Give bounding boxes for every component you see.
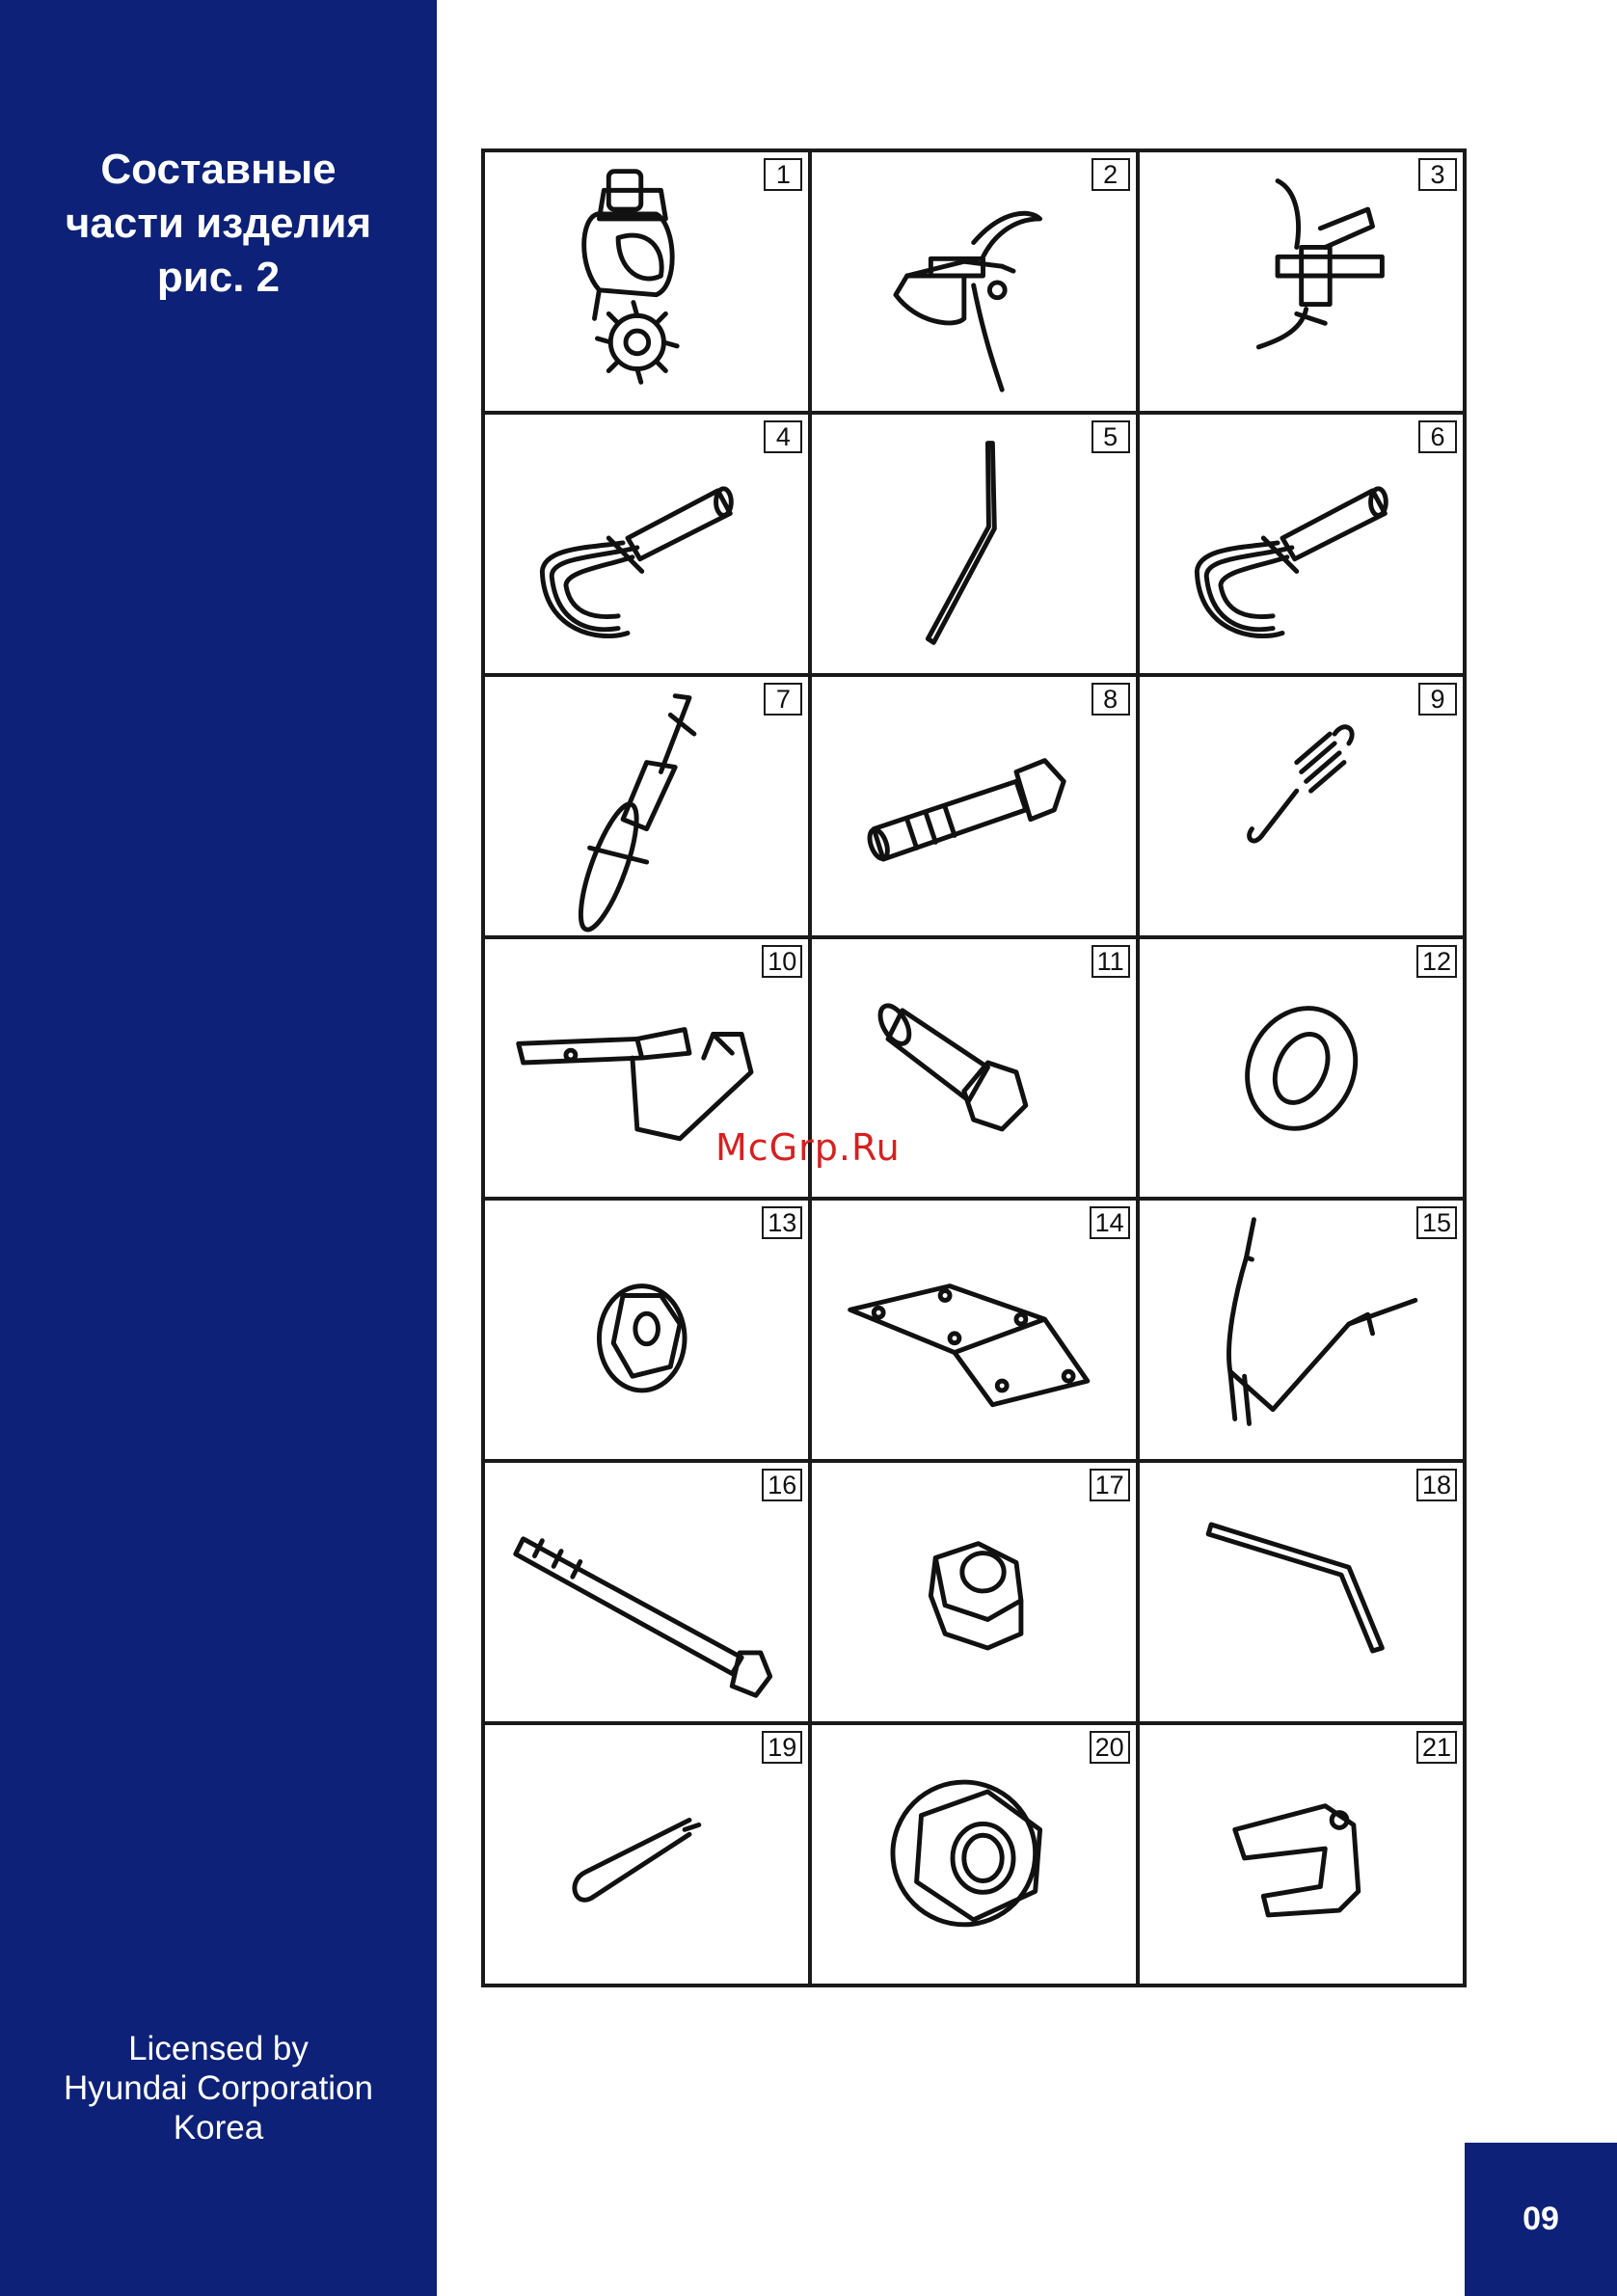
gearbox-cultivator-icon xyxy=(485,152,808,411)
bolt-icon xyxy=(812,677,1135,935)
part-number: 5 xyxy=(1091,420,1130,453)
lock-nut-icon xyxy=(812,1463,1135,1721)
hub-with-tines-icon xyxy=(1140,415,1463,673)
section-title-line-3: рис. 2 xyxy=(156,254,281,301)
part-number: 6 xyxy=(1418,420,1457,453)
part-cell xyxy=(1138,937,1465,1200)
part-cell xyxy=(1138,675,1465,937)
part-number: 7 xyxy=(764,683,802,716)
part-cell xyxy=(483,150,810,413)
part-number: 13 xyxy=(762,1206,802,1239)
part-cell xyxy=(810,1461,1137,1723)
part-number: 16 xyxy=(762,1469,802,1501)
clip-icon xyxy=(1140,1725,1463,1984)
part-cell xyxy=(483,1199,810,1461)
part-cell xyxy=(1138,1723,1465,1985)
part-number: 15 xyxy=(1416,1206,1457,1239)
part-cell xyxy=(810,1723,1137,1985)
watermark: McGrp.Ru xyxy=(715,1126,901,1169)
sidebar xyxy=(0,0,437,2296)
part-cell xyxy=(1138,150,1465,413)
page-number-box xyxy=(1465,2143,1617,2296)
part-cell xyxy=(483,1723,810,1985)
part-number: 14 xyxy=(1090,1206,1130,1239)
part-number: 1 xyxy=(764,158,802,191)
wheel-bracket-icon xyxy=(485,677,808,935)
part-number: 17 xyxy=(1090,1469,1130,1501)
part-number: 4 xyxy=(764,420,802,453)
bent-rod-icon xyxy=(1140,1463,1463,1721)
tiller-blade-icon xyxy=(812,152,1135,411)
long-bolt-icon xyxy=(485,1463,808,1721)
cotter-pin-icon xyxy=(485,1725,808,1984)
part-number: 19 xyxy=(762,1731,802,1764)
large-nut-icon xyxy=(812,1725,1135,1984)
part-cell xyxy=(483,675,810,937)
section-title-line-1: Составные xyxy=(100,146,337,193)
rod-icon xyxy=(812,415,1135,673)
part-cell xyxy=(1138,413,1465,675)
parts-grid xyxy=(481,149,1467,1987)
part-cell xyxy=(810,1199,1137,1461)
license-line-1: Licensed by xyxy=(128,2030,309,2067)
part-number: 18 xyxy=(1416,1469,1457,1501)
hub-with-tines-icon xyxy=(485,415,808,673)
part-cell xyxy=(1138,1199,1465,1461)
section-title xyxy=(0,143,437,305)
tiller-blade-icon xyxy=(1140,152,1463,411)
part-cell xyxy=(810,675,1137,937)
part-number: 11 xyxy=(1091,945,1130,978)
part-number: 21 xyxy=(1416,1731,1457,1764)
part-number: 10 xyxy=(762,945,802,978)
spring-icon xyxy=(1140,677,1463,935)
license-text xyxy=(0,2029,437,2147)
part-cell xyxy=(810,150,1137,413)
part-cell xyxy=(1138,1461,1465,1723)
washer-icon xyxy=(1140,939,1463,1198)
page-number: 09 xyxy=(1523,2201,1559,2237)
license-line-3: Korea xyxy=(173,2109,264,2147)
plate-icon xyxy=(812,1201,1135,1459)
handlebar-icon xyxy=(1140,1201,1463,1459)
part-cell xyxy=(483,413,810,675)
part-number: 8 xyxy=(1091,683,1130,716)
flange-nut-icon xyxy=(485,1201,808,1459)
part-number: 9 xyxy=(1418,683,1457,716)
part-cell xyxy=(810,413,1137,675)
part-number: 12 xyxy=(1416,945,1457,978)
part-number: 3 xyxy=(1418,158,1457,191)
section-title-line-2: части изделия xyxy=(65,200,372,247)
part-number: 2 xyxy=(1091,158,1130,191)
part-number: 20 xyxy=(1090,1731,1130,1764)
license-line-2: Hyundai Corporation xyxy=(63,2069,373,2107)
part-cell xyxy=(483,1461,810,1723)
